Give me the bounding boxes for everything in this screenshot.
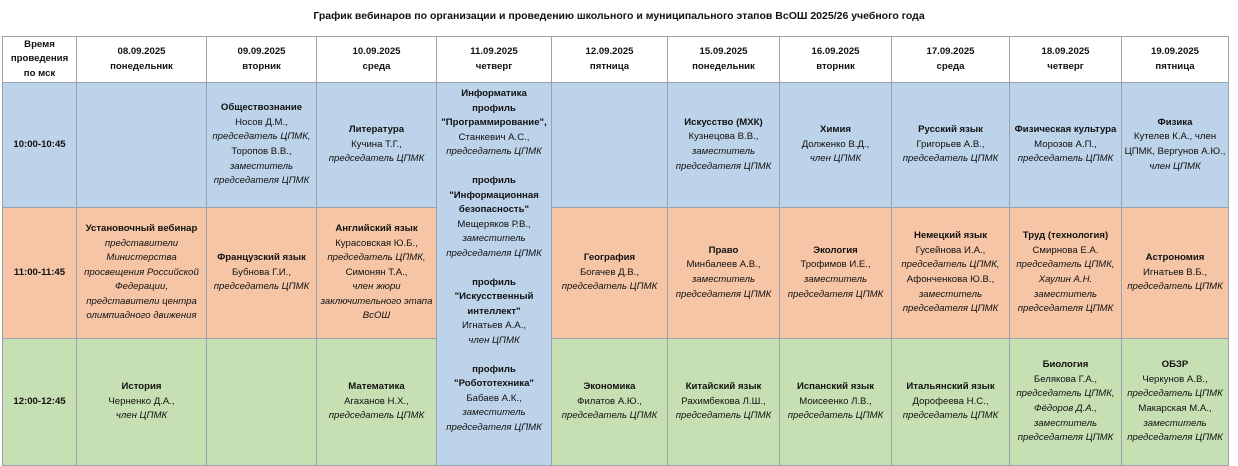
schedule-cell xyxy=(77,339,207,466)
person: Афонченкова Ю.В., xyxy=(906,274,995,285)
person: Моисеенко Л.В., xyxy=(799,395,872,407)
person: Бабаев А.К., xyxy=(466,392,522,404)
person: Торопов В.В., xyxy=(231,146,292,157)
day-header: 15.09.2025 понедельник xyxy=(668,37,780,83)
person: Симонян Т.А., xyxy=(345,266,408,278)
thursday-block xyxy=(439,87,549,160)
schedule-cell xyxy=(77,208,207,339)
schedule-cell xyxy=(317,83,437,208)
role: председатель ЦПМК xyxy=(328,153,425,165)
day-header: 17.09.2025 среда xyxy=(892,37,1010,83)
day-header: 08.09.2025 понедельник xyxy=(77,37,207,83)
day-header: 10.09.2025 среда xyxy=(317,37,437,83)
subject: Экономика xyxy=(583,381,636,393)
person: Трофимов И.Е., xyxy=(800,259,871,271)
person: Минбалеев А.В., xyxy=(686,259,761,271)
schedule-cell xyxy=(780,339,892,466)
schedule-cell xyxy=(892,339,1010,466)
schedule-cell xyxy=(892,208,1010,339)
role: председатель ЦПМК xyxy=(328,410,425,422)
subject: Установочный вебинар xyxy=(85,222,198,234)
role: член ЦПМК xyxy=(468,334,520,346)
time-header: Время проведения по мск xyxy=(3,37,77,83)
person: Игнатьев В.Б., xyxy=(1143,266,1207,278)
role: представители Министерства просвещения Российской Федерации, представители центра олимпиадного движения xyxy=(84,237,199,322)
subject: Труд (технология) xyxy=(1022,230,1109,242)
subject: Экология xyxy=(813,244,858,256)
schedule-cell xyxy=(77,83,207,208)
person: Дорофеева Н.С., xyxy=(912,395,989,407)
schedule-cell xyxy=(207,339,317,466)
subject: Испанский язык xyxy=(796,381,875,393)
subject: История xyxy=(121,381,162,393)
person: Григорьев А.В., xyxy=(916,138,985,150)
schedule-cell xyxy=(1010,83,1122,208)
schedule-cell xyxy=(552,339,668,466)
header-row xyxy=(3,37,1229,83)
subject: Физическая культура xyxy=(1014,124,1117,136)
role: заместитель председателя ЦПМК xyxy=(446,233,542,259)
subject: Искусство (МХК) xyxy=(684,116,763,128)
role: председатель ЦПМК xyxy=(787,410,884,422)
schedule-row xyxy=(3,339,1229,466)
role: заместитель председателя ЦПМК xyxy=(675,146,772,172)
webinar-schedule-table xyxy=(2,36,1229,466)
day-header: 16.09.2025 вторник xyxy=(780,37,892,83)
thursday-block xyxy=(439,174,549,262)
subject: География xyxy=(583,252,636,264)
role: член ЦПМК xyxy=(809,153,862,165)
person: Кучина Т.Г., xyxy=(351,138,402,150)
role: председатель ЦПМК xyxy=(675,410,772,422)
person: Богачев Д.В., xyxy=(579,266,640,278)
role: заместитель председателя ЦПМК xyxy=(1127,417,1223,444)
person: Бубнова Г.И., xyxy=(231,266,292,278)
schedule-cell xyxy=(668,339,780,466)
subject: Информатика профиль "Программирование", xyxy=(441,88,547,129)
role: заместитель председателя ЦПМК xyxy=(446,407,542,433)
subject: профиль "Искусственный интеллект" xyxy=(454,276,534,317)
thursday-block xyxy=(439,363,549,436)
subject: Астрономия xyxy=(1145,252,1205,264)
person: Черненко Д.А., xyxy=(108,395,175,407)
schedule-row xyxy=(3,83,1229,208)
role: председатель ЦПМК xyxy=(561,410,658,422)
schedule-cell xyxy=(668,208,780,339)
role: заместитель председателя ЦПМК xyxy=(675,274,772,300)
schedule-cell xyxy=(552,83,668,208)
person: Долженко В.Д., xyxy=(801,138,870,150)
subject: ОБЗР xyxy=(1161,359,1189,371)
day-header: 18.09.2025 четверг xyxy=(1010,37,1122,83)
day-header: 19.09.2025 пятница xyxy=(1122,37,1229,83)
subject: Математика xyxy=(348,381,405,393)
person: Смирнова Е.А. xyxy=(1032,244,1099,256)
role: заместитель председателя ЦПМК xyxy=(902,288,999,315)
subject: Обществознание xyxy=(220,102,303,114)
role: председатель ЦПМК, xyxy=(327,252,426,264)
time-slot: 10:00-10:45 xyxy=(3,83,77,208)
subject: Французский язык xyxy=(217,252,306,264)
schedule-cell xyxy=(1010,339,1122,466)
person: Станкевич А.С., xyxy=(458,131,530,143)
page-title: График вебинаров по организации и проведению школьного и муниципального этапов ВсОШ 2025/26 учебного года xyxy=(313,10,925,22)
role: председатель ЦПМК xyxy=(1017,153,1114,165)
time-slot: 11:00-11:45 xyxy=(3,208,77,339)
subject: Право xyxy=(708,244,739,256)
schedule-cell xyxy=(668,83,780,208)
schedule-cell xyxy=(1010,208,1122,339)
schedule-cell xyxy=(207,208,317,339)
schedule-row xyxy=(3,208,1229,339)
subject: Химия xyxy=(820,124,851,136)
role: председатель ЦПМК, xyxy=(901,259,1000,271)
thursday-block xyxy=(439,276,549,349)
person: Агаханов Н.Х., xyxy=(344,395,409,407)
schedule-cell xyxy=(317,208,437,339)
subject: Немецкий язык xyxy=(913,230,988,242)
role: председатель ЦПМК xyxy=(446,146,542,158)
person: Кутелев К.А., член ЦПМК, Вергунов А.Ю., xyxy=(1124,131,1226,157)
role: председатель ЦПМК, xyxy=(212,131,311,143)
role: председатель ЦПМК xyxy=(561,281,658,293)
person: Филатов А.Ю., xyxy=(577,395,642,407)
schedule-cell xyxy=(892,83,1010,208)
person: Кузнецова В.В., xyxy=(688,131,759,143)
subject: профиль "Робототехника" xyxy=(454,363,534,390)
role: председатель ЦПМК xyxy=(1127,388,1223,400)
day-header: 09.09.2025 вторник xyxy=(207,37,317,83)
role: председатель ЦПМК xyxy=(902,410,999,422)
thursday-informatics-cell xyxy=(437,83,552,466)
role: председатель ЦПМК, Хаулин А.Н. заместитель председателя ЦПМК xyxy=(1016,259,1115,315)
role: председатель ЦПМК xyxy=(902,153,999,165)
schedule-cell xyxy=(1122,208,1229,339)
person: Гусейнова И.А., xyxy=(915,244,986,256)
person: Рахимбекова Л.Ш., xyxy=(681,395,766,407)
schedule-cell xyxy=(207,83,317,208)
subject: Литература xyxy=(348,124,405,136)
person: Курасовская Ю.Б., xyxy=(335,237,418,249)
role: председатель ЦПМК xyxy=(213,281,310,293)
person: Макарская М.А., xyxy=(1138,403,1212,414)
role: член жюри заключительного этапа ВсОШ xyxy=(320,281,433,322)
role: член ЦПМК xyxy=(1149,160,1201,172)
day-header: 11.09.2025 четверг xyxy=(437,37,552,83)
subject: Китайский язык xyxy=(685,381,762,393)
schedule-cell xyxy=(1122,339,1229,466)
schedule-cell xyxy=(780,83,892,208)
subject: Биология xyxy=(1042,359,1089,371)
schedule-cell xyxy=(1122,83,1229,208)
role: заместитель председателя ЦПМК xyxy=(213,160,310,187)
subject: профиль "Информационная безопасность" xyxy=(449,174,539,216)
person: Черкунов А.В., xyxy=(1142,373,1208,385)
schedule-cell xyxy=(780,208,892,339)
day-header: 12.09.2025 пятница xyxy=(552,37,668,83)
subject: Физика xyxy=(1157,116,1193,128)
subject: Итальянский язык xyxy=(906,381,995,393)
person: Морозов А.П., xyxy=(1034,138,1097,150)
role: председатель ЦПМК, Фёдоров Д.А., заместитель председателя ЦПМК xyxy=(1016,388,1115,444)
person: Мещеряков Р.В., xyxy=(457,218,531,230)
role: председатель ЦПМК xyxy=(1127,281,1223,293)
schedule-cell xyxy=(317,339,437,466)
person: Белякова Г.А., xyxy=(1033,373,1098,385)
time-slot: 12:00-12:45 xyxy=(3,339,77,466)
person: Носов Д.М., xyxy=(235,116,288,128)
subject: Русский язык xyxy=(918,124,983,136)
subject: Английский язык xyxy=(335,222,418,234)
role: член ЦПМК xyxy=(115,410,168,422)
person: Игнатьев А.А., xyxy=(461,320,527,332)
role: заместитель председателя ЦПМК xyxy=(787,274,884,300)
schedule-cell xyxy=(552,208,668,339)
